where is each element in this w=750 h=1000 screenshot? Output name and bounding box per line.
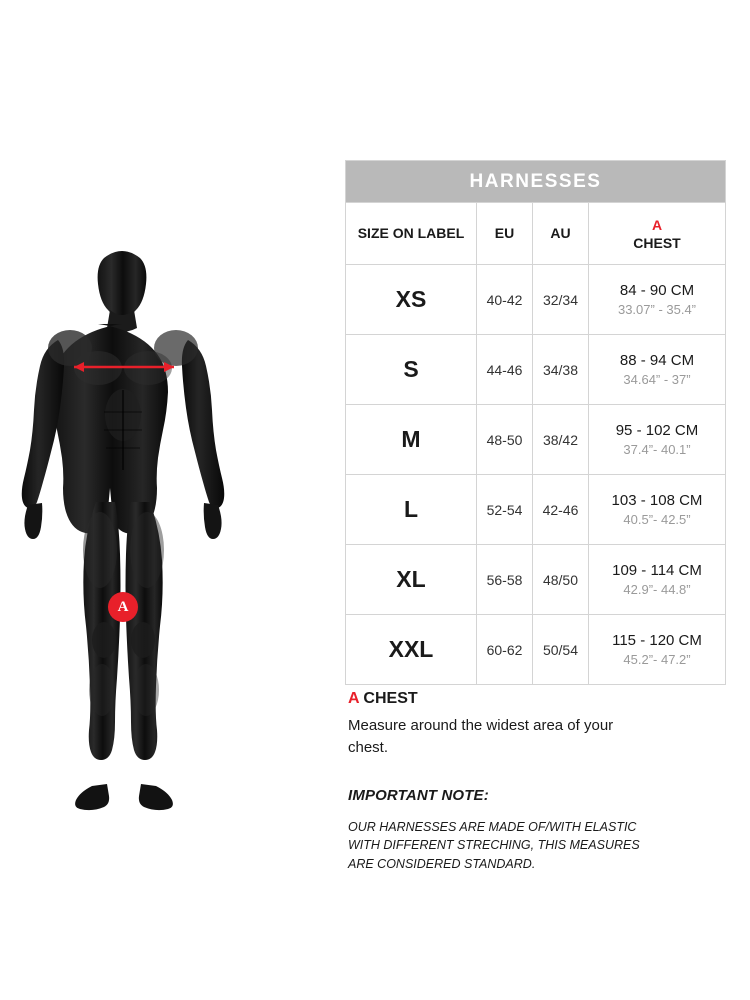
- cell-au: 38/42: [533, 405, 589, 475]
- cell-chest-cm: 109 - 114 CM: [612, 561, 702, 579]
- table-row: [346, 475, 726, 545]
- table-row: [346, 615, 726, 685]
- size-table-body: [346, 265, 726, 685]
- cell-chest: [589, 335, 726, 405]
- size-table: [345, 160, 726, 685]
- cell-chest: [589, 615, 726, 685]
- cell-size: L: [346, 475, 477, 545]
- mannequin-illustration: [0, 240, 330, 820]
- cell-size: XS: [346, 265, 477, 335]
- table-row: [346, 405, 726, 475]
- header-chest: [589, 203, 726, 265]
- cell-eu: 56-58: [477, 545, 533, 615]
- measure-note-body: Measure around the widest area of your chest.: [348, 717, 614, 756]
- cell-chest-cm: 88 - 94 CM: [619, 351, 695, 369]
- important-note-title: IMPORTANT NOTE:: [348, 786, 489, 804]
- cell-eu: 44-46: [477, 335, 533, 405]
- cell-size: S: [346, 335, 477, 405]
- important-note-body: OUR HARNESSES ARE MADE OF/WITH ELASTIC WITH DIFFERENT STRECHING, THIS MEASURES ARE CONSIDERED STANDARD.: [348, 819, 640, 871]
- cell-chest-inch: 42.9”- 44.8”: [623, 581, 691, 597]
- cell-chest-inch: 45.2”- 47.2”: [623, 651, 691, 667]
- cell-eu: 52-54: [477, 475, 533, 545]
- chest-marker-badge: A: [108, 592, 138, 622]
- cell-size: M: [346, 405, 477, 475]
- measure-note-label: CHEST: [363, 690, 418, 707]
- cell-au: 34/38: [533, 335, 589, 405]
- size-table-wrapper: [345, 160, 725, 685]
- table-row: [346, 545, 726, 615]
- measure-note-mark: A: [348, 690, 359, 707]
- cell-eu: 40-42: [477, 265, 533, 335]
- notes-section: [348, 690, 738, 874]
- header-au: AU: [533, 203, 589, 265]
- cell-au: 42-46: [533, 475, 589, 545]
- cell-eu: 60-62: [477, 615, 533, 685]
- cell-chest-cm: 95 - 102 CM: [615, 421, 699, 439]
- table-title: HARNESSES: [346, 161, 726, 203]
- header-size-on-label: SIZE ON LABEL: [346, 203, 477, 265]
- cell-chest-cm: 84 - 90 CM: [619, 281, 695, 299]
- header-chest-label: CHEST: [633, 235, 681, 252]
- cell-chest-inch: 40.5”- 42.5”: [623, 511, 691, 527]
- header-chest-mark: A: [651, 217, 663, 234]
- header-eu: EU: [477, 203, 533, 265]
- measure-note-title: [348, 690, 738, 708]
- cell-au: 48/50: [533, 545, 589, 615]
- table-header-row: [346, 203, 726, 265]
- cell-chest: [589, 405, 726, 475]
- table-title-row: [346, 161, 726, 203]
- cell-chest: [589, 475, 726, 545]
- table-row: [346, 335, 726, 405]
- cell-au: 50/54: [533, 615, 589, 685]
- cell-au: 32/34: [533, 265, 589, 335]
- cell-chest-cm: 103 - 108 CM: [611, 491, 703, 509]
- cell-chest-inch: 34.64” - 37”: [623, 371, 691, 387]
- cell-chest: [589, 265, 726, 335]
- cell-size: XL: [346, 545, 477, 615]
- cell-chest: [589, 545, 726, 615]
- cell-size: XXL: [346, 615, 477, 685]
- cell-eu: 48-50: [477, 405, 533, 475]
- cell-chest-cm: 115 - 120 CM: [612, 631, 702, 649]
- cell-chest-inch: 33.07” - 35.4”: [617, 301, 697, 317]
- mannequin-figure: [0, 240, 330, 820]
- table-row: [346, 265, 726, 335]
- cell-chest-inch: 37.4”- 40.1”: [623, 441, 691, 457]
